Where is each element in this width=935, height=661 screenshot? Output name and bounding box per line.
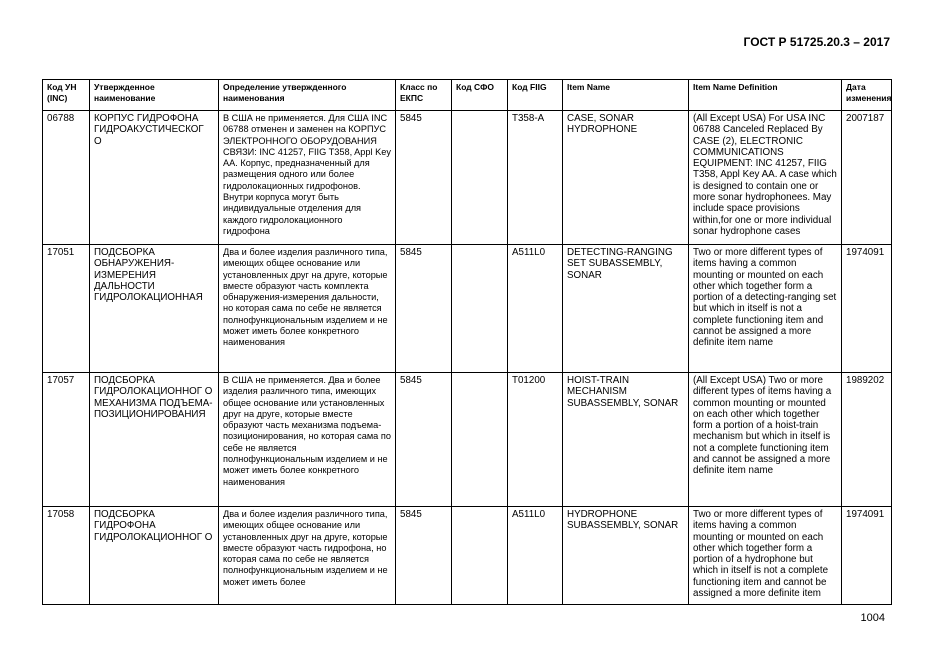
column-header: Дата изменения xyxy=(842,80,892,111)
table-row xyxy=(43,507,892,605)
item-name-cell: HYDROPHONE SUBASSEMBLY, SONAR xyxy=(563,507,689,605)
change-date-cell: 1989202 xyxy=(842,373,892,507)
catalog-table xyxy=(42,79,892,605)
sfo-code-cell xyxy=(452,111,508,245)
item-name-cell: CASE, SONAR HYDROPHONE xyxy=(563,111,689,245)
inc-cell: 06788 xyxy=(43,111,90,245)
approved-name-cell: КОРПУС ГИДРОФОНА ГИДРОАКУСТИЧЕСКОГ О xyxy=(90,111,219,245)
change-date-cell: 1974091 xyxy=(842,245,892,373)
item-definition-cell: (All Except USA) For USA INC 06788 Canceled Replaced By CASE (2), ELECTRONIC COMMUNICATIONS EQUIPMENT: INC 41257, FIIG T358, Appl Key AA. A case which is designed to contain one or more sonar hydrophonees. May include space provisions within,for one or more individual sonar hydrophone cases xyxy=(689,111,842,245)
fiig-code-cell: A511L0 xyxy=(508,507,563,605)
column-header: Определение утвержденного наименования xyxy=(219,80,396,111)
ekps-class-cell: 5845 xyxy=(396,373,452,507)
definition-cell: Два и более изделия различного типа, имеющих общее основание или установленных друг на друге, которые вместе образуют часть гидрофона, но которая сама по себе не является полнофункциональным изделием и не может иметь более xyxy=(219,507,396,605)
sfo-code-cell xyxy=(452,507,508,605)
definition-cell: В США не применяется. Для США INC 06788 отменен и заменен на КОРПУС ЭЛЕКТРОННОГО ОБОРУДОВАНИЯ СВЯЗИ: INC 41257, FIIG T358, Appl Key AA. Корпус, предназначенный для размещения одного или более гидролокационных гидрофонов. Внутри корпуса могут быть индивидуальные отделения для каждого гидролокационного гидрофона xyxy=(219,111,396,245)
page-number: 1004 xyxy=(860,612,885,624)
inc-cell: 17058 xyxy=(43,507,90,605)
approved-name-cell: ПОДСБОРКА ГИДРОЛОКАЦИОННОГ О МЕХАНИЗМА ПОДЪЕМА-ПОЗИЦИОНИРОВАНИЯ xyxy=(90,373,219,507)
sfo-code-cell xyxy=(452,245,508,373)
column-header: Код СФО xyxy=(452,80,508,111)
document-header: ГОСТ Р 51725.20.3 – 2017 xyxy=(743,35,890,49)
fiig-code-cell: A511L0 xyxy=(508,245,563,373)
item-definition-cell: (All Except USA) Two or more different types of items having a common mounting or mounted on each other which together form a portion of a hoist-train mechanism but which in itself is not a complete functioning item and cannot be assigned a more definite item name xyxy=(689,373,842,507)
definition-cell: Два и более изделия различного типа, имеющих общее основание или установленных друг на друге, которые вместе образуют часть комплекта обнаружения-измерения дальности, но которая сама по себе не является полнофункциональным изделием и не может иметь более конкретного наименования xyxy=(219,245,396,373)
item-definition-cell: Two or more different types of items having a common mounting or mounted on each other which together form a portion of a detecting-ranging set but which in itself is not a complete functioning item and cannot be assigned a more definite item name xyxy=(689,245,842,373)
approved-name-cell: ПОДСБОРКА ОБНАРУЖЕНИЯ-ИЗМЕРЕНИЯ ДАЛЬНОСТИ ГИДРОЛОКАЦИОННАЯ xyxy=(90,245,219,373)
item-name-cell: DETECTING-RANGING SET SUBASSEMBLY, SONAR xyxy=(563,245,689,373)
table-row xyxy=(43,111,892,245)
ekps-class-cell: 5845 xyxy=(396,111,452,245)
column-header: Код FIIG xyxy=(508,80,563,111)
change-date-cell: 2007187 xyxy=(842,111,892,245)
ekps-class-cell: 5845 xyxy=(396,507,452,605)
change-date-cell: 1974091 xyxy=(842,507,892,605)
inc-cell: 17051 xyxy=(43,245,90,373)
column-header: Утвержденное наименование xyxy=(90,80,219,111)
table-row xyxy=(43,373,892,507)
table-header-row xyxy=(43,80,892,111)
inc-cell: 17057 xyxy=(43,373,90,507)
item-name-cell: HOIST-TRAIN MECHANISM SUBASSEMBLY, SONAR xyxy=(563,373,689,507)
column-header: Item Name Definition xyxy=(689,80,842,111)
column-header: Класс по ЕКПС xyxy=(396,80,452,111)
sfo-code-cell xyxy=(452,373,508,507)
fiig-code-cell: T358-A xyxy=(508,111,563,245)
item-definition-cell: Two or more different types of items having a common mounting or mounted on each other which together form a portion of a hydrophone but which in itself is not a complete functioning item and cannot be assigned a more definite item xyxy=(689,507,842,605)
fiig-code-cell: T01200 xyxy=(508,373,563,507)
table-row xyxy=(43,245,892,373)
definition-cell: В США не применяется. Два и более изделия различного типа, имеющих общее основание или установленных друг на друге, которые вместе образуют часть механизма подъема-позиционирования, но которая сама по себе не является полнофункциональным изделием и не может иметь более конкретного наименования xyxy=(219,373,396,507)
column-header: Item Name xyxy=(563,80,689,111)
approved-name-cell: ПОДСБОРКА ГИДРОФОНА ГИДРОЛОКАЦИОННОГ О xyxy=(90,507,219,605)
column-header: Код УН (INC) xyxy=(43,80,90,111)
ekps-class-cell: 5845 xyxy=(396,245,452,373)
